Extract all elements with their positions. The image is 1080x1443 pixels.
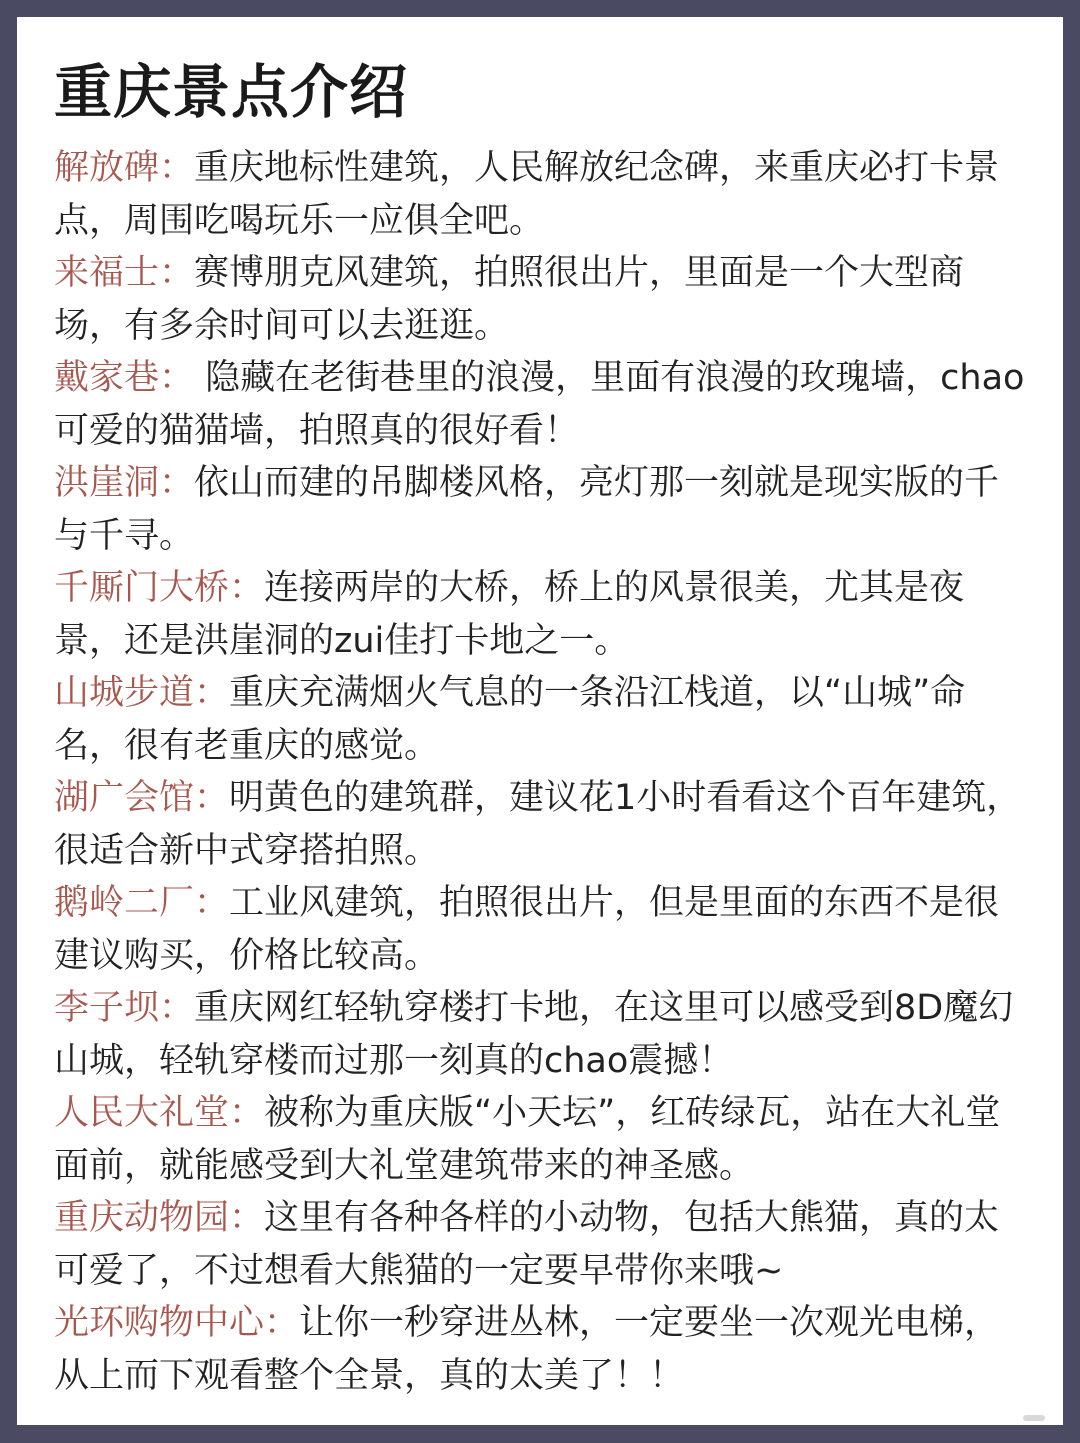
attraction-name: 李子坝： [54,988,195,1028]
attraction-description: 这里有各种各样的小动物，包括大熊猫，真的太可爱了，不过想看大熊猫的一定要早带你来哦~ [54,1198,1000,1291]
attraction-entry-eling-factory [54,877,1029,982]
page-title: 重庆景点介绍 [54,58,409,126]
attraction-name: 光环购物中心： [54,1303,300,1343]
attraction-description: 工业风建筑，拍照很出片，但是里面的东西不是很建议购买，价格比较高。 [54,883,1000,976]
attraction-entry-daijiaxiang [54,352,1029,457]
attraction-name: 鹅岭二厂： [54,883,230,923]
attraction-entry-liziba [54,982,1029,1087]
attraction-entry-mountain-city-trail [54,667,1029,772]
attraction-description: 连接两岸的大桥，桥上的风景很美，尤其是夜景，还是洪崖洞的zui佳打卡地之一。 [54,568,965,661]
attraction-description: 重庆网红轻轨穿楼打卡地，在这里可以感受到8D魔幻山城，轻轨穿楼而过那一刻真的chao震撼！ [54,988,1014,1081]
attraction-description: 隐藏在老街巷里的浪漫，里面有浪漫的玫瑰墙，chao可爱的猫猫墙，拍照真的很好看！ [54,358,1025,451]
attraction-entry-jiefangbei [54,142,1029,247]
attraction-entry-starlight-mall [54,1297,1029,1402]
attraction-name: 人民大礼堂： [54,1093,265,1133]
attraction-list [54,142,1029,1402]
attraction-name: 戴家巷： [54,358,195,398]
attraction-name: 洪崖洞： [54,463,195,503]
attraction-name: 山城步道： [54,673,230,713]
attraction-name: 解放碑： [54,148,195,188]
attraction-description: 被称为重庆版“小天坛”，红砖绿瓦，站在大礼堂面前，就能感受到大礼堂建筑带来的神圣感。 [54,1093,1001,1186]
attraction-entry-huguang-guild-hall [54,772,1029,877]
content-card [17,17,1063,1425]
attraction-name: 来福士： [54,253,195,293]
attraction-entry-hongyadong [54,457,1029,562]
attraction-description: 让你一秒穿进丛林，一定要坐一次观光电梯，从上而下观看整个全景，真的太美了！！ [54,1303,1000,1396]
attraction-description: 赛博朋克风建筑，拍照很出片，里面是一个大型商场，有多余时间可以去逛逛。 [54,253,965,346]
attraction-description: 依山而建的吊脚楼风格，亮灯那一刻就是现实版的千与千寻。 [54,463,1000,556]
attraction-name: 千厮门大桥： [54,568,265,608]
home-indicator [1023,1415,1045,1421]
attraction-description: 明黄色的建筑群，建议花1小时看看这个百年建筑，很适合新中式穿搭拍照。 [54,778,1022,871]
attraction-description: 重庆充满烟火气息的一条沿江栈道，以“山城”命名，很有老重庆的感觉。 [54,673,966,766]
attraction-entry-qiansimen-bridge [54,562,1029,667]
attraction-entry-zoo [54,1192,1029,1297]
attraction-description: 重庆地标性建筑，人民解放纪念碑，来重庆必打卡景点，周围吃喝玩乐一应俱全吧。 [54,148,1000,241]
attraction-name: 湖广会馆： [54,778,230,818]
attraction-name: 重庆动物园： [54,1198,265,1238]
attraction-entry-raffles [54,247,1029,352]
attraction-entry-great-hall [54,1087,1029,1192]
